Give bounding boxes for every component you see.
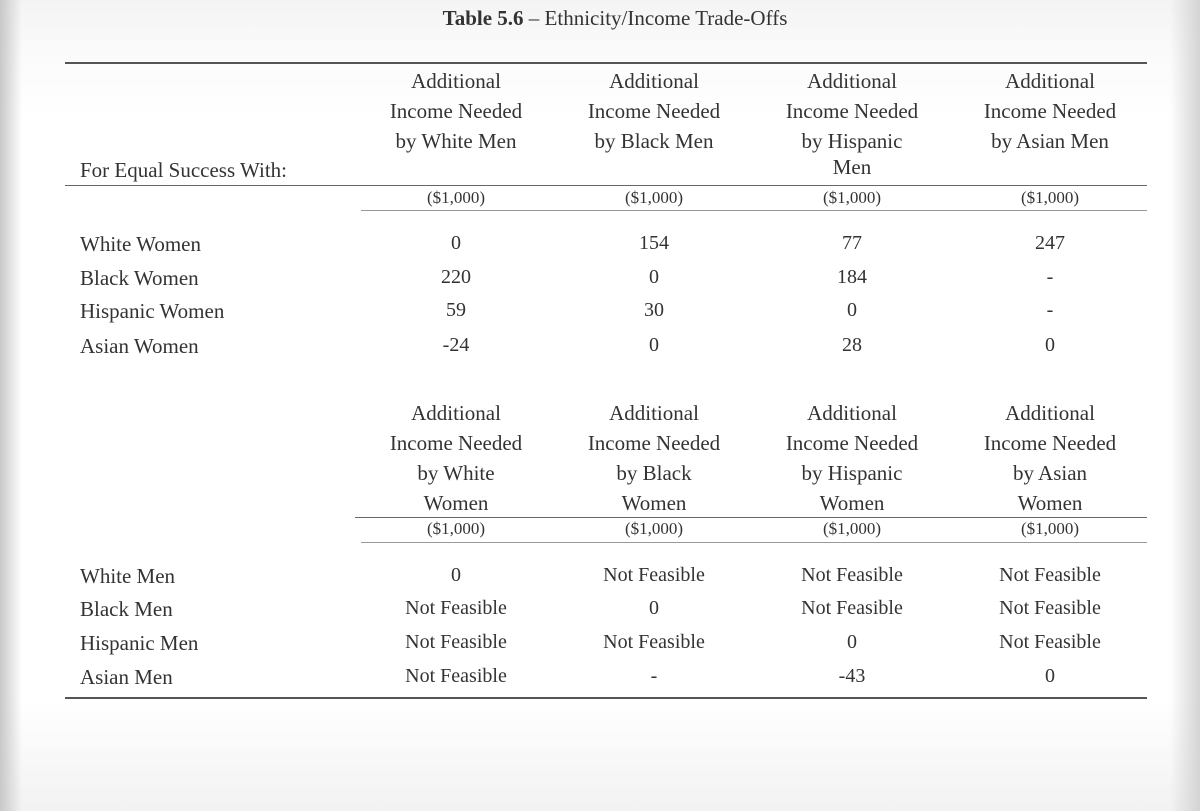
table-cell: - (1046, 266, 1054, 288)
table-cell: 59 (446, 299, 466, 321)
unit-rule (361, 210, 1147, 211)
table-caption: – Ethnicity/Income Trade-Offs (523, 6, 788, 30)
table-cell: - (650, 665, 658, 687)
table-number: Table 5.6 (442, 6, 524, 30)
top-col-header-2: Additional Income Needed by Black Men (587, 69, 721, 153)
top-col-header-4: Additional Income Needed by Asian Men (983, 69, 1117, 153)
table-cell: Not Feasible (999, 564, 1101, 586)
row-label: Asian Men (80, 665, 173, 689)
table-cell: -24 (442, 334, 470, 356)
row-label: White Men (80, 564, 176, 588)
table-cell: 0 (451, 564, 461, 586)
table-cell: - (1046, 299, 1054, 321)
table-cell: 28 (842, 334, 862, 356)
table-cell: 0 (649, 266, 659, 288)
table-cell: 0 (1045, 665, 1055, 687)
table-cell: 0 (847, 299, 857, 321)
table-cell: Not Feasible (999, 597, 1101, 619)
row-label: Asian Women (80, 334, 199, 358)
table-cell: 0 (649, 597, 659, 619)
table-cell: Not Feasible (801, 597, 903, 619)
table-cell: Not Feasible (603, 631, 705, 653)
unit-label: ($1,000) (822, 519, 882, 538)
unit-label: ($1,000) (624, 519, 684, 538)
row-label: Hispanic Women (80, 299, 225, 323)
table-cell: Not Feasible (405, 597, 507, 619)
table-cell: -43 (838, 665, 866, 687)
unit-label: ($1,000) (1020, 188, 1080, 207)
table-title (0, 6, 1200, 31)
bottom-col-header-4: Additional Income Needed by Asian Women (983, 401, 1117, 515)
table-cell: Not Feasible (801, 564, 903, 586)
table-cell: Not Feasible (405, 665, 507, 687)
row-label: White Women (80, 232, 201, 256)
table-cell: Not Feasible (999, 631, 1101, 653)
bottom-col-header-3: Additional Income Needed by Hispanic Women (785, 401, 919, 515)
unit-rule (361, 542, 1147, 543)
table-cell: 0 (1045, 334, 1055, 356)
top-header-rule (65, 185, 1147, 186)
table-cell: Not Feasible (405, 631, 507, 653)
row-label: Hispanic Men (80, 631, 199, 655)
bottom-rule (65, 697, 1147, 699)
row-label: Black Men (80, 597, 173, 621)
bottom-col-header-1: Additional Income Needed by White Women (389, 401, 523, 515)
table-cell: 30 (644, 299, 664, 321)
bottom-header-rule (355, 517, 1147, 518)
table-cell: 184 (837, 266, 867, 288)
table-cell: 77 (842, 232, 862, 254)
table-cell: 154 (639, 232, 669, 254)
bottom-col-header-2: Additional Income Needed by Black Women (587, 401, 721, 515)
top-col-header-3: Additional Income Needed by Hispanic Men (785, 69, 919, 179)
unit-label: ($1,000) (624, 188, 684, 207)
unit-label: ($1,000) (1020, 519, 1080, 538)
table-cell: Not Feasible (603, 564, 705, 586)
table-cell: 0 (649, 334, 659, 356)
table-cell: 0 (451, 232, 461, 254)
table-cell: 220 (441, 266, 471, 288)
left-shadow (0, 0, 22, 811)
unit-label: ($1,000) (426, 519, 486, 538)
unit-label: ($1,000) (822, 188, 882, 207)
top-rule (65, 62, 1147, 64)
table-cell: 0 (847, 631, 857, 653)
row-label: Black Women (80, 266, 199, 290)
unit-label: ($1,000) (426, 188, 486, 207)
row-header-label: For Equal Success With: (80, 158, 287, 182)
top-col-header-1: Additional Income Needed by White Men (389, 69, 523, 153)
right-shadow (1170, 0, 1200, 811)
table-cell: 247 (1035, 232, 1065, 254)
